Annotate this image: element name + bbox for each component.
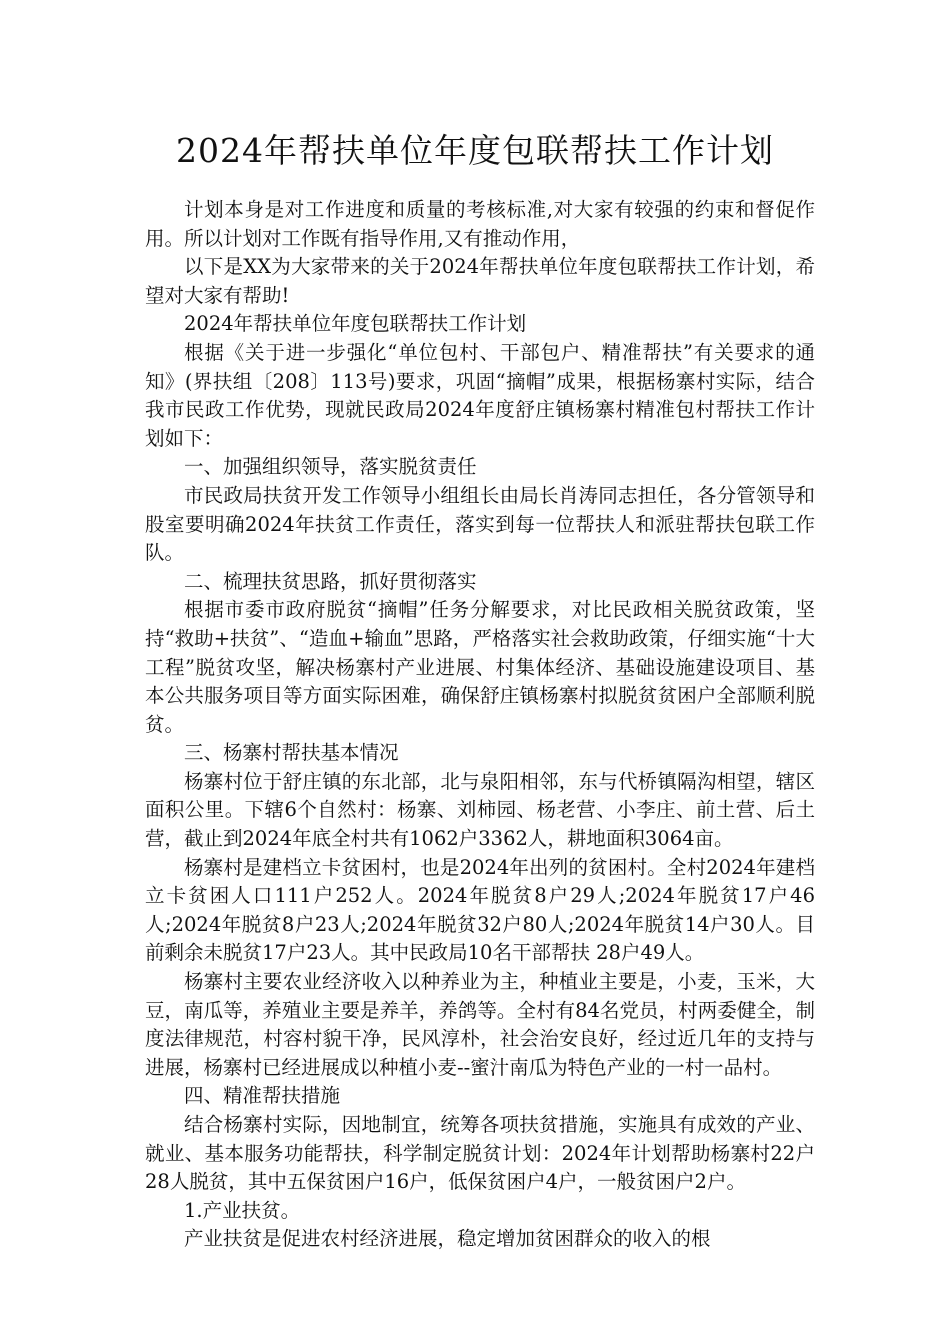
paragraph-subtitle: 2024年帮扶单位年度包联帮扶工作计划 [184,312,527,336]
section-heading-3: 三、杨寨村帮扶基本情况 [184,741,399,765]
paragraph-village-location: 杨寨村位于舒庄镇的东北部，北与泉阳相邻，东与代桥镇隔沟相望，辖区面积公里。下辖6个自然村：杨寨、刘柿园、杨老营、小李庄、前土营、后土营，截止到2024年底全村共有1062户3362人，耕地面积3064亩。 [145,769,815,851]
section-heading-4: 四、精准帮扶措施 [184,1084,341,1108]
paragraph-poverty-stats: 杨寨村是建档立卡贫困村，也是2024年出列的贫困村。全村2024年建档立卡贫困人口111户252人。2024年脱贫8户29人;2024年脱贫17户46人;2024年脱贫8户23人;2024年脱贫32户80人;2024年脱贫14户30人。目前剩余未脱贫17户23人。其中民政局10名干部帮扶 28户49人。 [145,855,815,965]
paragraph-intro: 计划本身是对工作进度和质量的考核标准,对大家有较强的约束和督促作用。所以计划对工作既有指导作用,又有推动作用， [145,198,815,250]
paragraph-leadership: 市民政局扶贫开发工作领导小组组长由局长肖涛同志担任，各分管领导和股室要明确2024年扶贫工作责任，落实到每一位帮扶人和派驻帮扶包联工作队。 [145,483,815,565]
document-title: 2024年帮扶单位年度包联帮扶工作计划 [176,131,774,170]
paragraph-industry: 产业扶贫是促进农村经济进展，稳定增加贫困群众的收入的根 [184,1227,711,1251]
document-body [145,196,815,1254]
section-heading-1: 一、加强组织领导，落实脱贫责任 [184,455,477,479]
paragraph-approach: 根据市委市政府脱贫“摘帽”任务分解要求，对比民政相关脱贫政策，坚持“救助+扶贫”、“造血+输血”思路，严格落实社会救助政策，仔细实施“十大工程”脱贫攻坚，解决杨寨村产业进展、村集体经济、基础设施建设项目、基本公共服务项目等方面实际困难，确保舒庄镇杨寨村拟脱贫贫困户全部顺利脱贫。 [145,598,815,736]
paragraph-measures: 结合杨寨村实际，因地制宜，统筹各项扶贫措施，实施具有成效的产业、就业、基本服务功能帮扶，科学制定脱贫计划：2024年计划帮助杨寨村22户28人脱贫，其中五保贫困户16户，低保贫困户4户，一般贫困户2户。 [145,1113,815,1194]
paragraph-basis: 根据《关于进一步强化“单位包村、干部包户、精准帮扶”有关要求的通知》(界扶组〔208〕113号)要求，巩固“摘帽”成果，根据杨寨村实际，结合我市民政工作优势，现就民政局2024年度舒庄镇杨寨村精准包村帮扶工作计划如下： [145,340,815,450]
subsection-heading-1: 1.产业扶贫。 [184,1198,301,1222]
paragraph-preface: 以下是XX为大家带来的关于2024年帮扶单位年度包联帮扶工作计划，希望对大家有帮助! [145,255,815,307]
section-heading-2: 二、梳理扶贫思路，抓好贯彻落实 [184,569,477,593]
paragraph-economy: 杨寨村主要农业经济收入以种养业为主，种植业主要是，小麦，玉米，大豆，南瓜等，养殖业主要是养羊，养鸽等。全村有84名党员，村两委健全，制度法律规范，村容村貌干净，民风淳朴，社会治安良好，经过近几年的支持与进展，杨寨村已经进展成以种植小麦--蜜汁南瓜为特色产业的一村一品村。 [145,970,815,1079]
